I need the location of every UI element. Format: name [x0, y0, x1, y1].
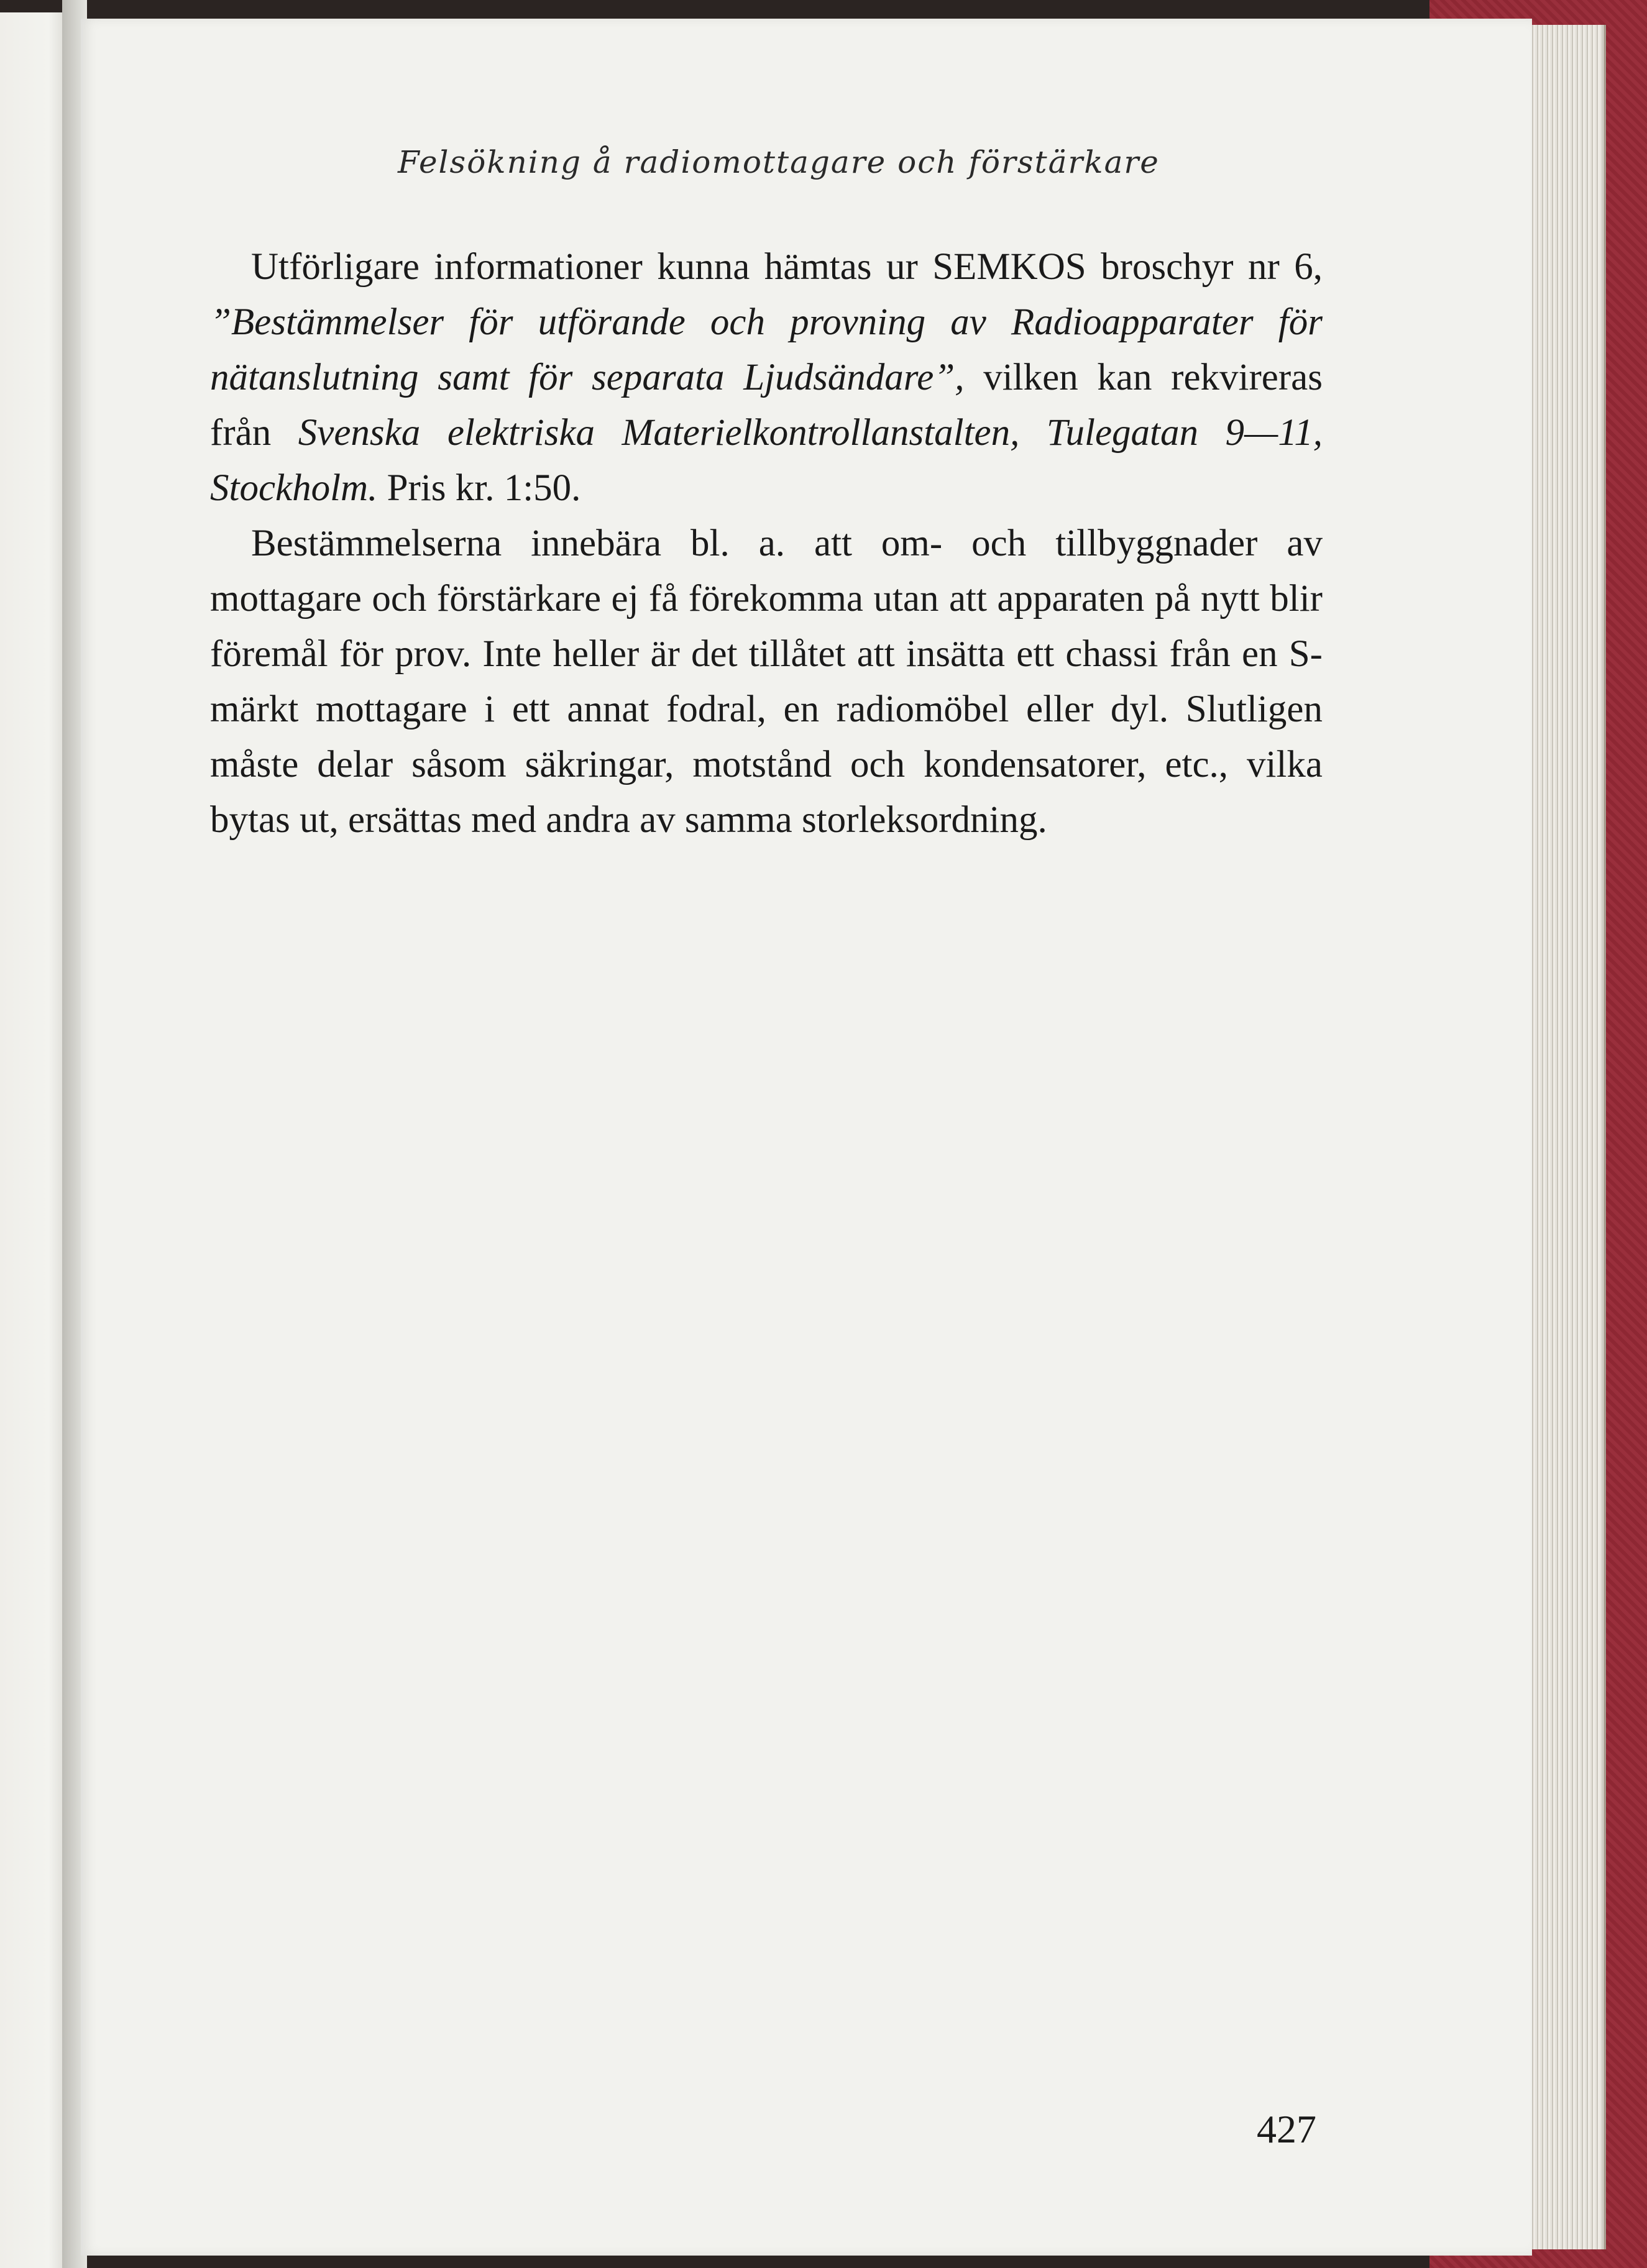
paragraph-1-text-a: Utförligare informationer kunna hämtas ur SEMKOS broschyr nr 6, [251, 246, 1323, 288]
paragraph-2: Bestämmelserna innebära bl. a. att om- och tillbyggnader av mottagare och förstärkare ej få förekomma utan att apparaten på nytt blir föremål för prov. Inte heller är det tillåtet att insätta ett chassi från en S-märkt mottagare i ett annat fodral, en radiomöbel eller dyl. Slutligen måste delar såsom säkringar, motstånd och kondensatorer, etc., vilka bytas ut, ersättas med andra av samma storleksordning. [210, 523, 1323, 841]
body-text [210, 239, 1323, 848]
previous-page-edge [0, 12, 70, 2268]
institution-address: Svenska elektriska Materielkontrollanstalten, Tulegatan 9—11, Stockholm. [210, 412, 1323, 509]
page-number: 427 [1257, 2107, 1316, 2151]
paragraph-1-text-b: vilken kan rekvireras från [210, 357, 1323, 454]
paragraph-1 [210, 239, 1323, 516]
publication-title: ”Bestämmelser för utförande och provning av Radioapparater för nätanslutning samt för separata Ljudsändare”, [210, 301, 1323, 398]
running-head: Felsökning å radiomottagare och förstärkare [398, 144, 1160, 180]
price-text: Pris kr. 1:50. [377, 467, 581, 509]
